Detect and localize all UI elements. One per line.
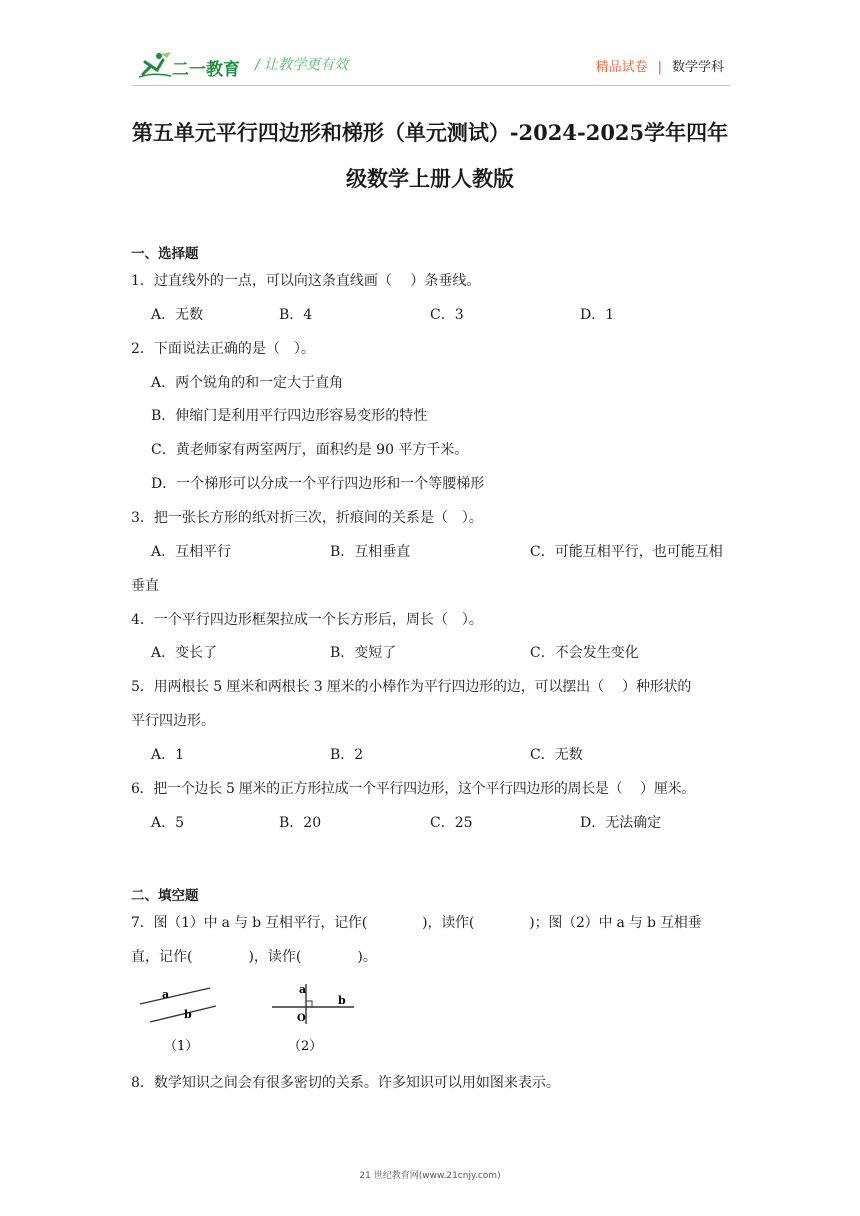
label-a: a bbox=[162, 988, 170, 1001]
q3-option-b: B．互相垂直 bbox=[330, 544, 411, 560]
q2-option-a: A．两个锐角的和一定大于直角 bbox=[151, 375, 344, 391]
right-angle-mark bbox=[306, 1001, 312, 1007]
question-8-stem: 8．数学知识之间会有很多密切的关系。许多知识可以用如图来表示。 bbox=[131, 1075, 560, 1091]
brand-name: 二一教育 bbox=[172, 60, 240, 80]
q1-option-d: D．1 bbox=[580, 307, 615, 323]
label-a: a bbox=[299, 983, 307, 996]
tag-separator: | bbox=[657, 60, 662, 75]
question-3-stem: 3．把一张长方形的纸对折三次，折痕间的关系是（ ）。 bbox=[131, 510, 483, 526]
q6-option-c: C．25 bbox=[430, 815, 473, 831]
q5-option-a: A．1 bbox=[151, 747, 185, 763]
header-tags bbox=[596, 56, 724, 75]
q6-option-b: B．20 bbox=[279, 815, 322, 831]
q2-option-b: B．伸缩门是利用平行四边形容易变形的特性 bbox=[151, 408, 428, 424]
question-1-stem: 1．过直线外的一点，可以向这条直线画（ ）条垂线。 bbox=[131, 273, 481, 289]
label-o: O bbox=[297, 1013, 306, 1024]
tag-subject: 数学学科 bbox=[671, 60, 724, 75]
line-a bbox=[140, 988, 210, 1004]
q2-option-d: D．一个梯形可以分成一个平行四边形和一个等腰梯形 bbox=[151, 476, 485, 492]
section-heading-choice: 一、选择题 bbox=[131, 246, 199, 262]
q1-option-b: B．4 bbox=[279, 307, 313, 323]
question-5-stem: 5．用两根长 5 厘米和两根长 3 厘米的小棒作为平行四边形的边，可以摆出（ ）种形状的 bbox=[131, 679, 692, 695]
page-header bbox=[0, 0, 860, 100]
caption-2: （2） bbox=[288, 1039, 323, 1054]
q3-option-c-continued: 垂直 bbox=[131, 578, 159, 594]
q4-option-c: C．不会发生变化 bbox=[530, 645, 639, 661]
title-line-2: 级数学上册人教版 bbox=[346, 166, 514, 191]
document-title bbox=[110, 110, 750, 202]
q6-option-d: D．无法确定 bbox=[580, 815, 662, 831]
q1-option-c: C．3 bbox=[430, 307, 464, 323]
question-7-line-1: 7．图（1）中 a 与 b 互相平行，记作( )，读作( )；图（2）中 a 与 b 互相垂 bbox=[131, 915, 702, 931]
q2-option-c: C．黄老师家有两室两厅，面积约是 90 平方千米。 bbox=[151, 442, 469, 458]
title-line-1: 第五单元平行四边形和梯形（单元测试）-2024-2025学年四年 bbox=[131, 120, 729, 145]
figure-perpendicular-lines bbox=[266, 980, 362, 1056]
question-7-line-2: 直，记作( )，读作( )。 bbox=[131, 949, 377, 965]
q5-option-c: C．无数 bbox=[530, 747, 583, 763]
q3-option-a: A．互相平行 bbox=[151, 544, 232, 560]
brand-slogan: / 让教学更有效 bbox=[255, 57, 349, 73]
header-divider bbox=[132, 85, 730, 86]
question-6-stem: 6．把一个边长 5 厘米的正方形拉成一个平行四边形，这个平行四边形的周长是（ ）厘米。 bbox=[131, 781, 695, 797]
label-b: b bbox=[338, 994, 346, 1007]
q6-option-a: A．5 bbox=[151, 815, 185, 831]
q4-option-a: A．变长了 bbox=[151, 645, 218, 661]
q3-option-c: C．可能互相平行，也可能互相 bbox=[530, 544, 723, 560]
question-2-stem: 2．下面说法正确的是（ ）。 bbox=[131, 341, 315, 357]
caption-1: （1） bbox=[164, 1039, 199, 1054]
section-heading-fill: 二、填空题 bbox=[131, 888, 199, 904]
figure-parallel-lines bbox=[136, 980, 222, 1056]
label-b: b bbox=[184, 1008, 192, 1021]
line-b bbox=[150, 1006, 216, 1022]
tag-quality: 精品试卷 bbox=[595, 60, 648, 75]
q5-option-b: B．2 bbox=[330, 747, 364, 763]
question-5-stem-continued: 平行四边形。 bbox=[131, 713, 215, 729]
question-4-stem: 4．一个平行四边形框架拉成一个长方形后，周长（ ）。 bbox=[131, 612, 483, 628]
q4-option-b: B．变短了 bbox=[330, 645, 397, 661]
q1-option-a: A．无数 bbox=[151, 307, 204, 323]
page-footer: 21 世纪教育网(www.21cnjy.com) bbox=[359, 1171, 501, 1181]
